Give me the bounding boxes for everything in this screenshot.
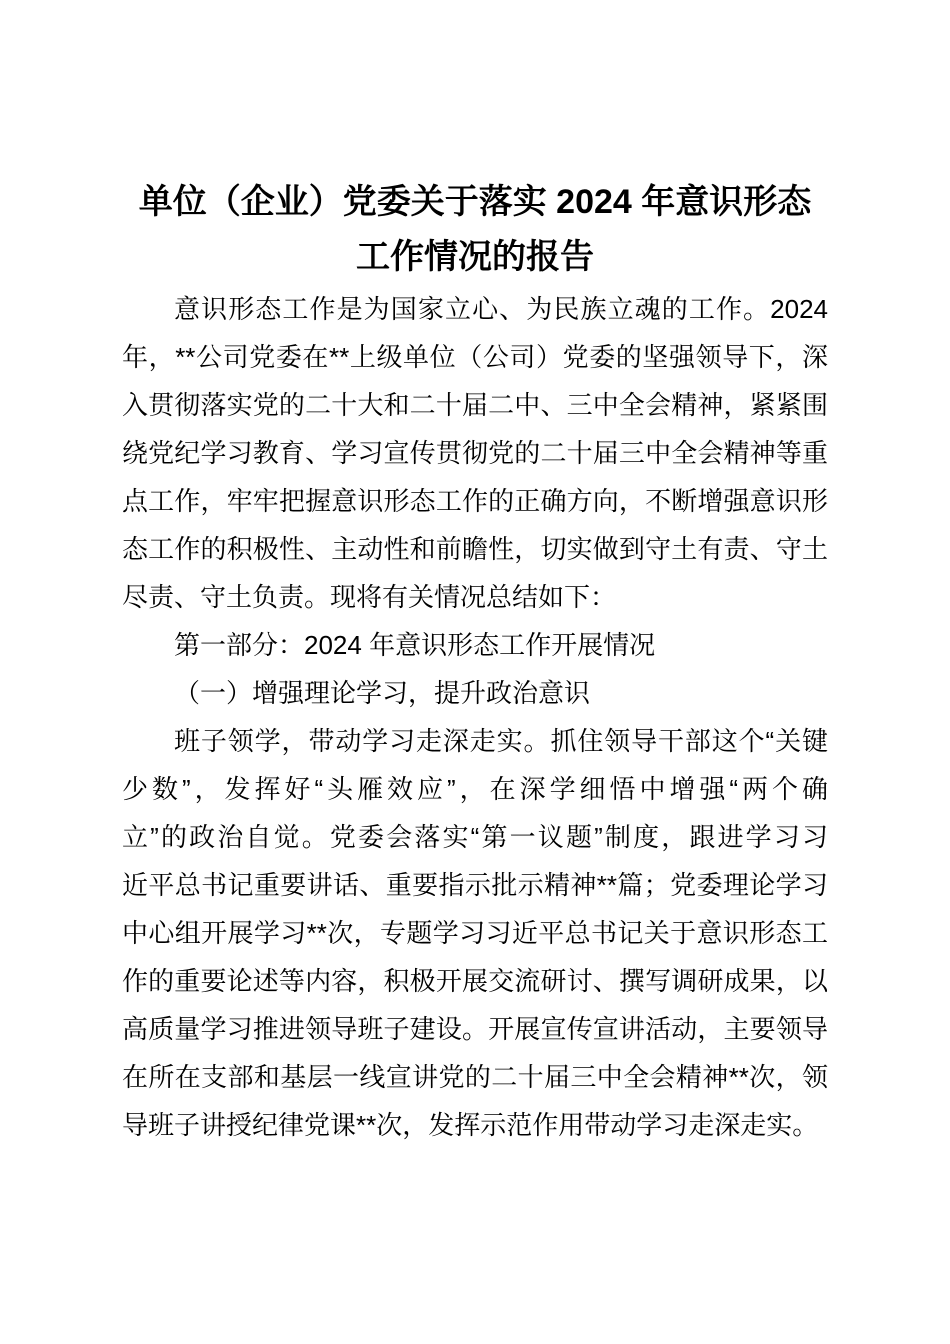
text-line: 中心组开展学习**次，专题学习习近平总书记关于意识形态工: [122, 918, 828, 948]
text-line: 意识形态工作是为国家立心、为民族立魂的工作。2024: [174, 294, 828, 324]
text-line: 班子领学，带动学习走深走实。抓住领导干部这个“关键: [174, 726, 828, 756]
text-line: 尽责、守土负责。现将有关情况总结如下：: [122, 582, 617, 612]
document-body: [122, 285, 828, 1149]
text-line: 导班子讲授纪律党课**次，发挥示范作用带动学习走深走实。: [122, 1110, 819, 1140]
text-line: 绕党纪学习教育、学习宣传贯彻党的二十届三中全会精神等重: [122, 438, 828, 468]
text-line: 近平总书记重要讲话、重要指示批示精神**篇；党委理论学习: [122, 870, 828, 900]
text-line: 作的重要论述等内容，积极开展交流研讨、撰写调研成果，以: [122, 966, 828, 996]
text-line: 立”的政治自觉。党委会落实“第一议题”制度，跟进学习习: [122, 822, 828, 852]
text-line: 入贯彻落实党的二十大和二十届二中、三中全会精神，紧紧围: [122, 390, 828, 420]
text-line: 年，**公司党委在**上级单位（公司）党委的坚强领导下，深: [122, 342, 828, 372]
text-line: （一）增强理论学习，提升政治意识: [174, 678, 591, 708]
text-line: 高质量学习推进领导班子建设。开展宣传宣讲活动，主要领导: [122, 1014, 828, 1044]
text-line: 少数”，发挥好“头雁效应”，在深学细悟中增强“两个确: [122, 774, 828, 804]
text-line: 在所在支部和基层一线宣讲党的二十届三中全会精神**次，领: [122, 1062, 828, 1092]
text-line: 第一部分：2024 年意识形态工作开展情况: [174, 630, 656, 660]
document-title: 单位（企业）党委关于落实 2024 年意识形态工作情况的报告: [138, 183, 812, 276]
text-line: 态工作的积极性、主动性和前瞻性，切实做到守土有责、守土: [122, 534, 828, 564]
text-line: 点工作，牢牢把握意识形态工作的正确方向，不断增强意识形: [122, 486, 828, 516]
